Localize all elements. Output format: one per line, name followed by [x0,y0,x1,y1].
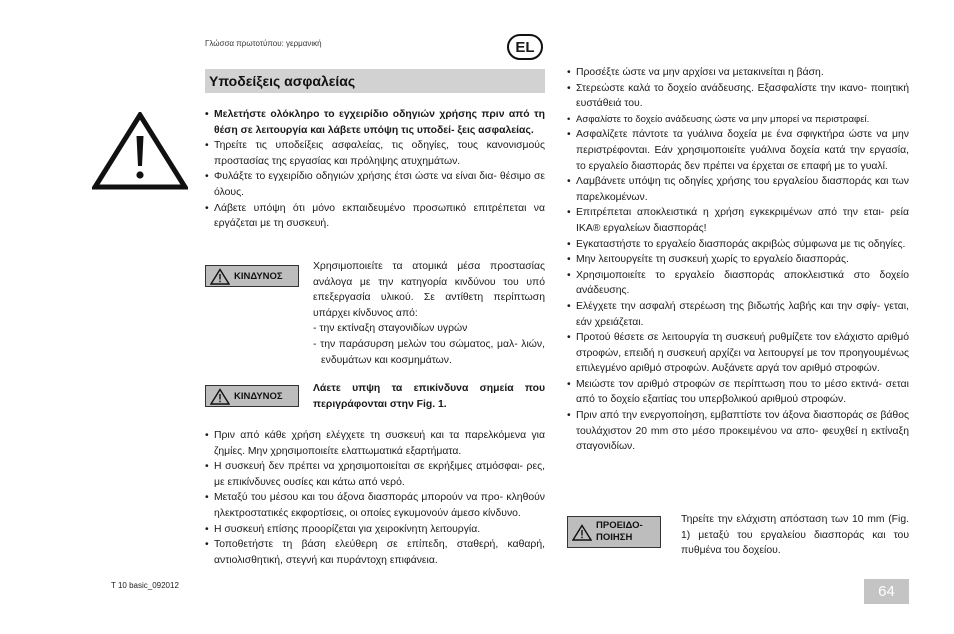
list-item: • Λάβετε υπόψη ότι μόνο εκπαιδευμένο προσωπικό επιτρέπεται να εργάζεται με τη συσκευή. [205,201,545,232]
warning-triangle-icon [210,268,230,285]
list-item: • Τηρείτε τις υποδείξεις ασφαλείας, τις οδηγίες, τους κανονισμούς προστασίας της εργασίας και πρόληψης ατυχημάτων. [205,138,545,169]
list-item: • Στερεώστε καλά το δοχείο ανάδευσης. Εξασφαλίστε την ικανο- ποιητική ευστάθειά του. [567,81,909,112]
list-item: • Επιτρέπεται αποκλειστικά η χρήση εγκεκριμένων από την εται- ρεία IKA® εργαλείων διασποράς! [567,205,909,236]
list-item: • Προτού θέσετε σε λειτουργία τη συσκευή ρυθμίζετε τον ελάχιστο αριθμό στροφών, επειδή η συσκευή αρχίζει να λειτουργεί με τον προηγουμένως επιλεγμένο αριθμό στροφών. Αυξάνετε αργά τον αριθμό στροφών. [567,330,909,377]
caution-badge [567,516,661,548]
list-item: • Πριν από την ενεργοποίηση, εμβαπτίστε τον άξονα διασποράς σε βάθος τουλάχιστον 20 mm στο μέσο προκειμένου να απο- φευχθεί η εκτίναξη σταγονιδίων. [567,408,909,455]
warning-triangle-icon [572,524,592,541]
list-item: • Πριν από κάθε χρήση ελέγχετε τη συσκευή και τα παρελκόμενα για ζημίες. Μην χρησιμοποιείτε ελαττωματικά εξαρτήματα. [205,428,545,459]
language-badge: EL [507,34,543,60]
document-code: T 10 basic_092012 [111,581,179,590]
list-item: • Μειώστε τον αριθμό στροφών σε περίπτωση που το μέσο εκτινά- σεται από το δοχείο εξαιτίας του υπερβολικού αριθμού στροφών. [567,377,909,408]
section-title: Υποδείξεις ασφαλείας [205,69,545,93]
caution-label: ΠΡΟΕΙΔΟ- [596,520,643,531]
danger-text-block [313,259,545,368]
list-item: • Εγκαταστήστε το εργαλείο διασποράς ακριβώς σύμφωνα με τις οδηγίες. [567,237,909,253]
list-item: • Ασφαλίζετε πάντοτε τα γυάλινα δοχεία με ένα σφιγκτήρα ώστε να μην περιστρέφονται. Εάν χρησιμοποιείτε γυάλινα δοχεία κατά την εργασία, το εργαλείο διασποράς δεν πρέπει να έρχεται σε επαφή με το γυαλί. [567,127,909,174]
list-item: • Μεταξύ του μέσου και του άξονα διασποράς μπορούν να προ- κληθούν ηλεκτροστατικές εκφορτίσεις, οι οποίες εγκυμονούν άμεσο κίνδυνο. [205,490,545,521]
list-item: • Χρησιμοποιείτε το εργαλείο διασποράς αποκλειστικά στο δοχείο ανάδευσης. [567,268,909,299]
danger-item: - την παράσυρση μελών του σώματος, μαλ- λιών, ενδυμάτων και κοσμημάτων. [313,338,545,366]
danger-label: ΚΙΝΔΥΝΟΣ [234,270,283,282]
original-language-note: Γλώσσα πρωτοτύπου: γερμανική [205,39,322,48]
danger-text: Χρησιμοποιείτε τα ατομικά μέσα προστασίας ανάλογα με την κατηγορία κινδύνου του υπό επεξεργασία υλικού. Σε αντίθετη περίπτωση υπάρχει κίνδυνος από: [313,261,545,319]
danger-badge [205,265,299,287]
caution-label: ΠΟΙΗΣΗ [596,532,633,543]
page-number: 64 [864,579,909,604]
intro-list [205,107,545,232]
left-safety-list [205,428,545,568]
list-item: • Η συσκευή επίσης προορίζεται για χειροκίνητη λειτουργία. [205,522,545,538]
right-safety-list [567,65,909,455]
list-item: • Λαμβάνετε υπόψη τις οδηγίες χρήσης του εργαλείου διασποράς και των παρελκομένων. [567,174,909,205]
list-item: • Ελέγχετε την ασφαλή στερέωση της βιδωτής λαβής και την σφίγ- γεται, εάν χρειάζεται. [567,299,909,330]
list-item: • Τοποθετήστε τη βάση ελεύθερη σε επίπεδη, σταθερή, καθαρή, αντιολισθητική, στεγνή και πυράντοχη επιφάνεια. [205,537,545,568]
danger-badge [205,385,299,407]
list-item: • Φυλάξτε το εγχειρίδιο οδηγιών χρήσης έτσι ώστε να είναι δια- θέσιμο σε όλους. [205,169,545,200]
list-item: • Η συσκευή δεν πρέπει να χρησιμοποιείται σε εκρήξιμες ατμόσφαι- ρες, με επικίνδυνες ουσίες και κάτω από νερό. [205,459,545,490]
list-item: • Ασφαλίστε το δοχείο ανάδευσης ώστε να μην μπορεί να περιστραφεί. [567,112,909,128]
list-item: • Προσέξτε ώστε να μην αρχίσει να μετακινείται η βάση. [567,65,909,81]
caution-text: Τηρείτε την ελάχιστη απόσταση των 10 mm (Fig. 1) μεταξύ του εργαλείου διασποράς και του πυθμένα του δοχείου. [681,514,909,557]
warning-triangle-icon [210,388,230,405]
danger-text: Λάετε υπψη τα επικίνδυνα σημεία που περιγράφονται στην Fig. 1. [313,383,545,410]
danger-label: ΚΙΝΔΥΝΟΣ [234,390,283,402]
list-item: • Μελετήστε ολόκληρο το εγχειρίδιο οδηγιών χρήσης πριν από τη θέση σε λειτουργία και λάβετε υπόψη τις υποδεί- ξεις ασφαλείας. [205,107,545,138]
danger-item: - την εκτίναξη σταγονιδίων υγρών [313,323,468,335]
large-warning-triangle-icon [92,112,188,190]
list-item: • Μην λειτουργείτε τη συσκευή χωρίς το εργαλείο διασποράς. [567,252,909,268]
